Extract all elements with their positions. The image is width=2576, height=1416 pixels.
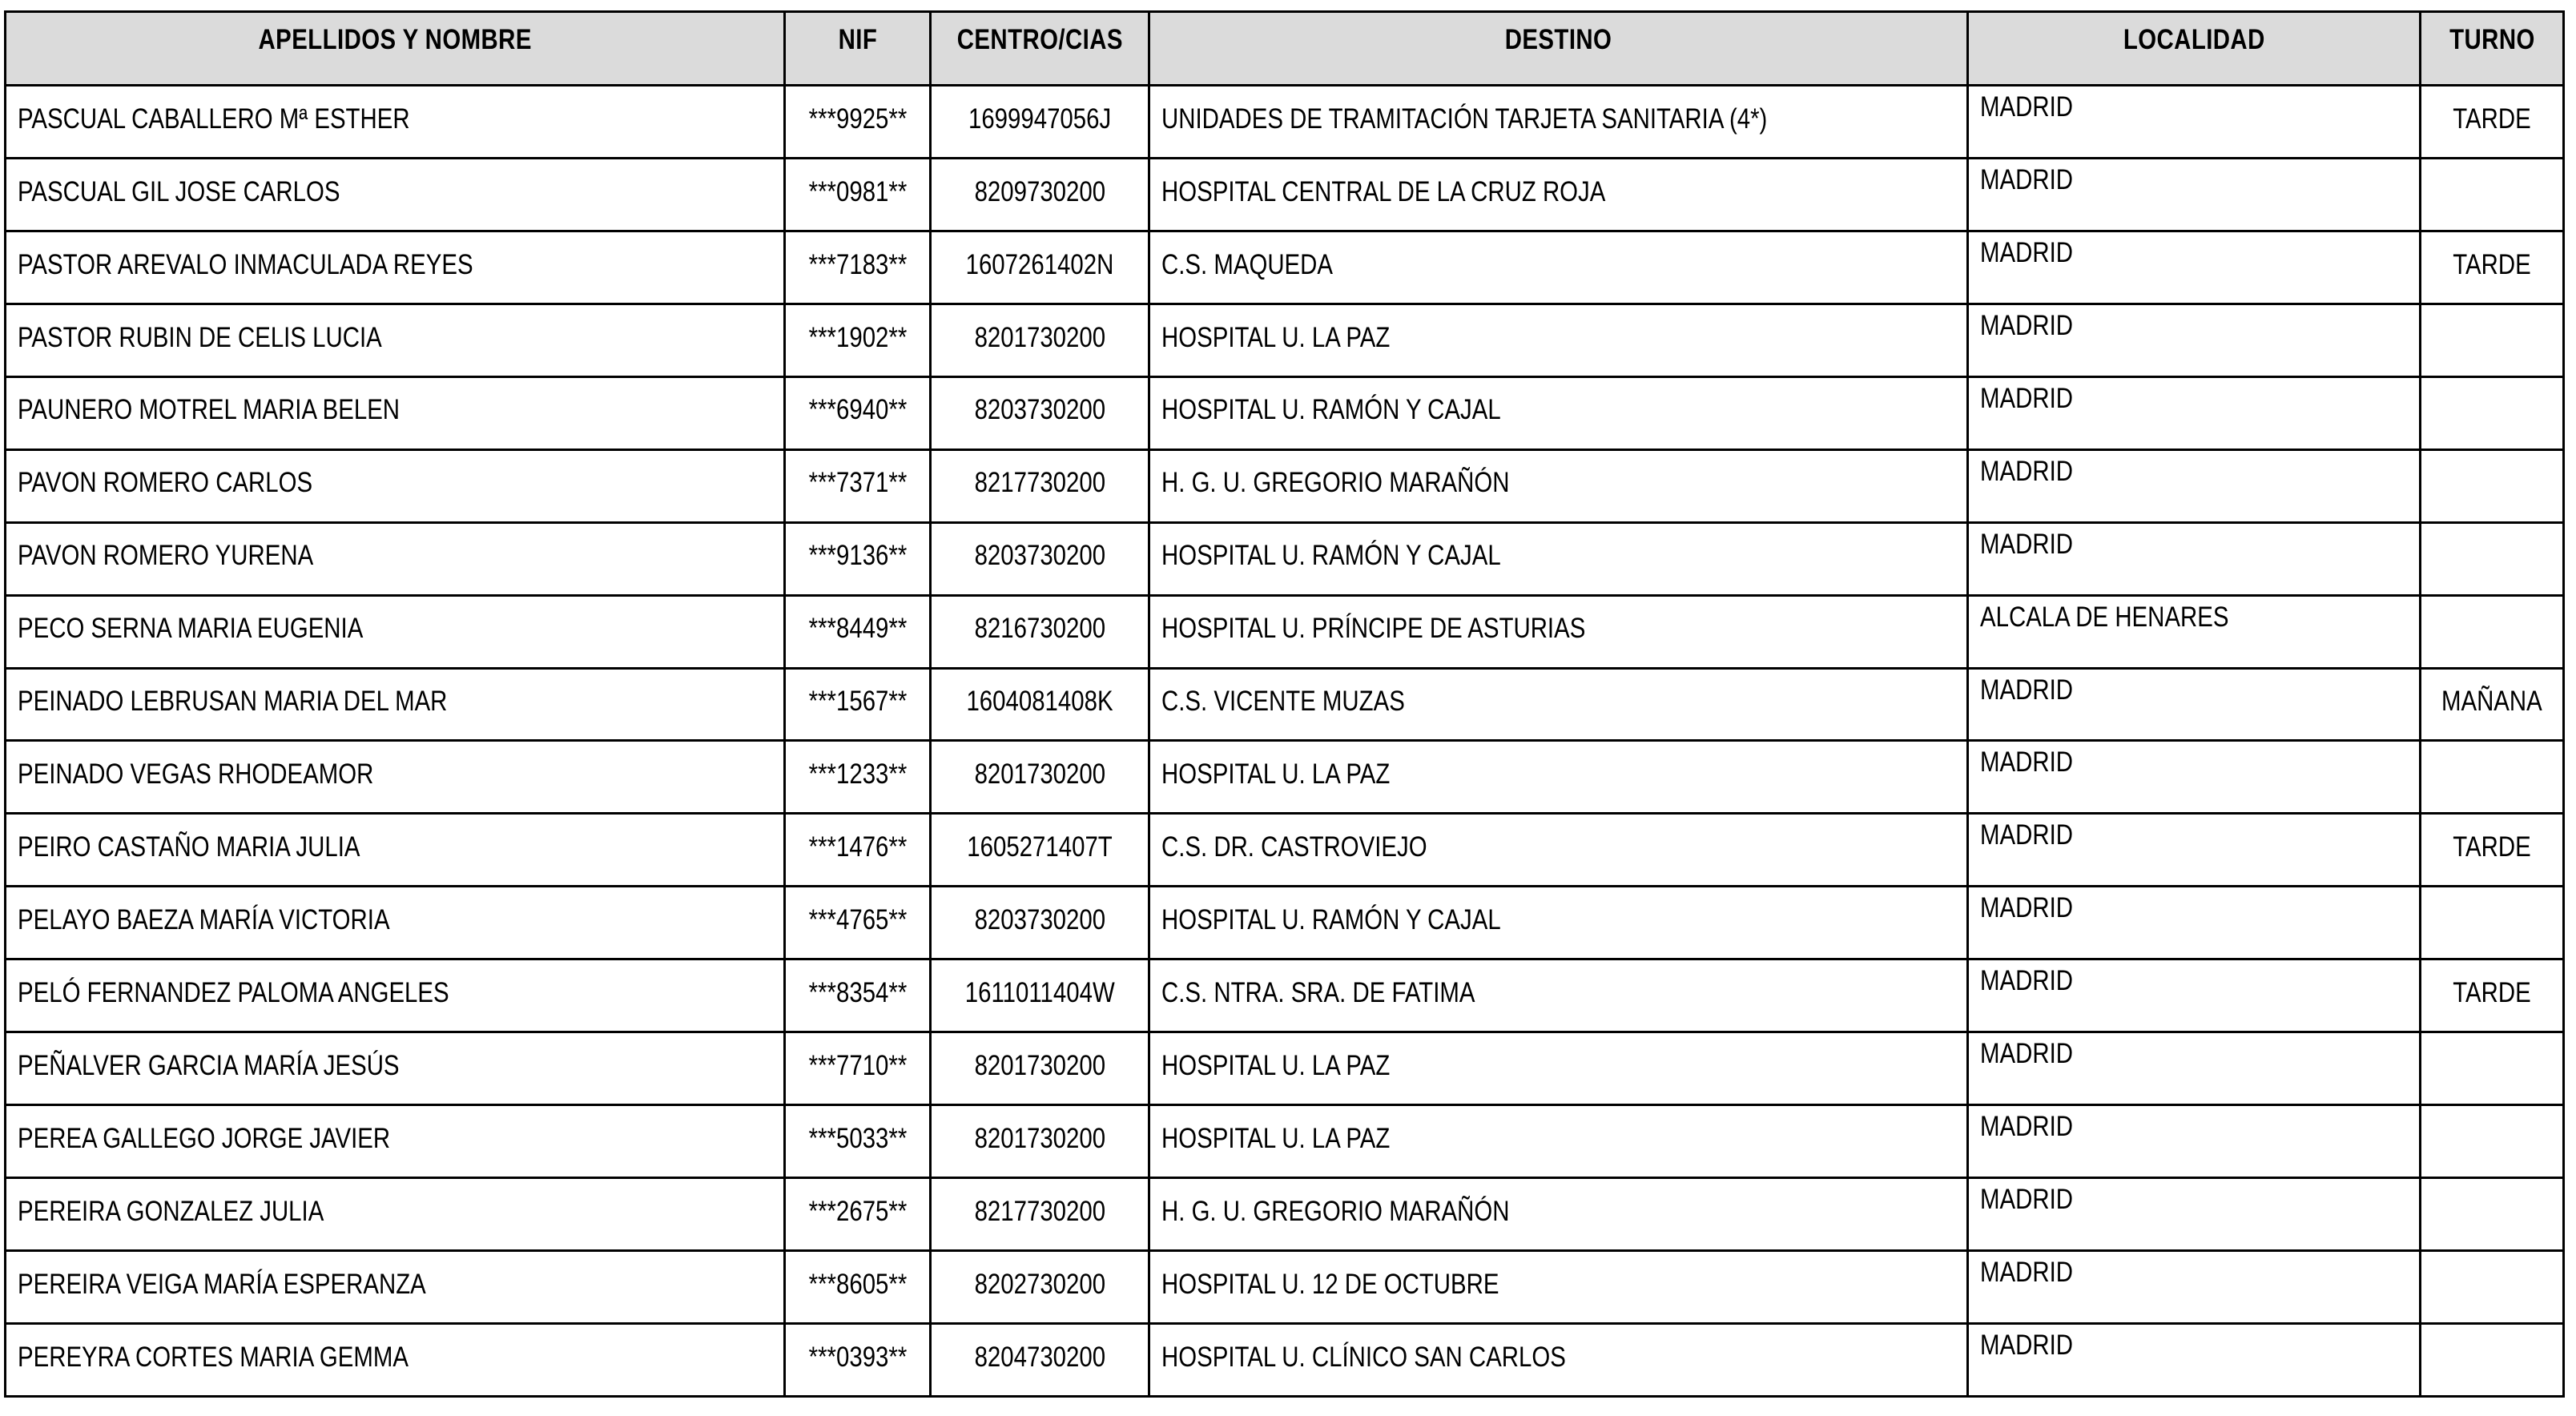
cell-text: UNIDADES DE TRAMITACIÓN TARJETA SANITARIA (4*) <box>1161 103 1768 135</box>
cell-text: MADRID <box>1980 91 2074 123</box>
cell-text: ***1567** <box>808 686 907 718</box>
cell-text: MADRID <box>1980 528 2074 560</box>
table-header-row <box>6 13 2562 84</box>
cell-nif <box>783 1179 929 1249</box>
table-row <box>6 449 2562 521</box>
cell-apellidos <box>6 815 783 885</box>
cell-centro <box>929 1033 1148 1104</box>
column-header-centro <box>929 13 1148 84</box>
cell-text: ***6940** <box>808 394 907 426</box>
cell-localidad <box>1966 887 2419 958</box>
table-row <box>6 885 2562 958</box>
cell-text: 1605271407T <box>967 831 1113 863</box>
cell-text: C.S. VICENTE MUZAS <box>1161 686 1405 718</box>
table-row <box>6 303 2562 376</box>
cell-text: PEREIRA VEIGA MARÍA ESPERANZA <box>18 1268 426 1300</box>
cell-nif <box>783 1252 929 1322</box>
cell-text: 8203730200 <box>974 394 1105 426</box>
cell-text: ***7183** <box>808 248 907 280</box>
cell-centro <box>929 524 1148 594</box>
cell-text: 8203730200 <box>974 904 1105 936</box>
cell-apellidos <box>6 1033 783 1104</box>
cell-text: 8217730200 <box>974 1195 1105 1227</box>
cell-turno <box>2419 1179 2562 1249</box>
cell-destino <box>1148 1252 1967 1322</box>
cell-text: HOSPITAL U. RAMÓN Y CAJAL <box>1161 540 1501 572</box>
cell-text: MADRID <box>1980 819 2074 851</box>
cell-turno <box>2419 159 2562 230</box>
cell-text: MAÑANA <box>2441 686 2543 718</box>
cell-text: 8209730200 <box>974 175 1105 207</box>
cell-apellidos <box>6 378 783 449</box>
cell-destino <box>1148 1179 1967 1249</box>
cell-text: TARDE <box>2453 976 2531 1008</box>
cell-nif <box>783 597 929 667</box>
cell-destino <box>1148 159 1967 230</box>
cell-text: MADRID <box>1980 746 2074 778</box>
cell-text: MADRID <box>1980 1257 2074 1288</box>
cell-turno <box>2419 1033 2562 1104</box>
cell-localidad <box>1966 960 2419 1031</box>
cell-destino <box>1148 815 1967 885</box>
cell-text: 1607261402N <box>965 248 1114 280</box>
cell-destino <box>1148 1106 1967 1177</box>
cell-text: 8201730200 <box>974 321 1105 353</box>
cell-text: H. G. U. GREGORIO MARAÑÓN <box>1161 1195 1510 1227</box>
cell-localidad <box>1966 378 2419 449</box>
assignment-table <box>4 10 2565 1398</box>
table-row <box>6 230 2562 303</box>
table-row <box>6 739 2562 812</box>
column-header-turno <box>2419 13 2562 84</box>
cell-text: 1699947056J <box>968 103 1111 135</box>
cell-text: ***0981** <box>808 175 907 207</box>
cell-turno <box>2419 815 2562 885</box>
cell-text: MADRID <box>1980 674 2074 706</box>
cell-text: MADRID <box>1980 1329 2074 1361</box>
cell-destino <box>1148 451 1967 521</box>
column-header-label: CENTRO/CIAS <box>956 24 1123 56</box>
cell-turno <box>2419 1252 2562 1322</box>
cell-text: PEÑALVER GARCIA MARÍA JESÚS <box>18 1049 400 1081</box>
cell-text: MADRID <box>1980 236 2074 268</box>
cell-nif <box>783 1106 929 1177</box>
cell-text: ***9136** <box>808 540 907 572</box>
table-row <box>6 1031 2562 1104</box>
cell-text: TARDE <box>2453 248 2531 280</box>
table-row <box>6 667 2562 740</box>
cell-destino <box>1148 597 1967 667</box>
cell-text: C.S. NTRA. SRA. DE FATIMA <box>1161 976 1475 1008</box>
table-row <box>6 958 2562 1031</box>
cell-centro <box>929 742 1148 812</box>
cell-centro <box>929 597 1148 667</box>
cell-nif <box>783 1325 929 1395</box>
table-row <box>6 1177 2562 1249</box>
cell-text: PASTOR AREVALO INMACULADA REYES <box>18 248 473 280</box>
cell-nif <box>783 232 929 303</box>
cell-text: 1611011404W <box>964 976 1115 1008</box>
cell-text: H. G. U. GREGORIO MARAÑÓN <box>1161 467 1510 499</box>
cell-localidad <box>1966 305 2419 376</box>
cell-destino <box>1148 960 1967 1031</box>
cell-turno <box>2419 86 2562 157</box>
cell-text: PEINADO LEBRUSAN MARIA DEL MAR <box>18 686 448 718</box>
column-header-nif <box>783 13 929 84</box>
cell-turno <box>2419 1106 2562 1177</box>
cell-apellidos <box>6 451 783 521</box>
cell-text: PEIRO CASTAÑO MARIA JULIA <box>18 831 360 863</box>
cell-nif <box>783 159 929 230</box>
cell-text: C.S. MAQUEDA <box>1161 248 1333 280</box>
cell-nif <box>783 305 929 376</box>
cell-text: HOSPITAL U. PRÍNCIPE DE ASTURIAS <box>1161 613 1586 645</box>
cell-text: PEINADO VEGAS RHODEAMOR <box>18 758 374 790</box>
cell-localidad <box>1966 232 2419 303</box>
cell-nif <box>783 451 929 521</box>
cell-text: PASCUAL CABALLERO Mª ESTHER <box>18 103 410 135</box>
cell-text: ***1233** <box>808 758 907 790</box>
cell-apellidos <box>6 524 783 594</box>
cell-localidad <box>1966 1033 2419 1104</box>
cell-localidad <box>1966 815 2419 885</box>
cell-destino <box>1148 232 1967 303</box>
cell-text: PAVON ROMERO CARLOS <box>18 467 313 499</box>
cell-text: PELÓ FERNANDEZ PALOMA ANGELES <box>18 976 449 1008</box>
cell-text: TARDE <box>2453 831 2531 863</box>
cell-text: MADRID <box>1980 309 2074 341</box>
cell-centro <box>929 1179 1148 1249</box>
cell-text: ***1902** <box>808 321 907 353</box>
cell-turno <box>2419 524 2562 594</box>
cell-destino <box>1148 887 1967 958</box>
table-row <box>6 812 2562 885</box>
cell-nif <box>783 378 929 449</box>
cell-text: ***8605** <box>808 1268 907 1300</box>
cell-nif <box>783 742 929 812</box>
cell-text: ***8449** <box>808 613 907 645</box>
cell-destino <box>1148 378 1967 449</box>
cell-text: ***9925** <box>808 103 907 135</box>
cell-text: ***4765** <box>808 904 907 936</box>
cell-apellidos <box>6 305 783 376</box>
cell-text: PELAYO BAEZA MARÍA VICTORIA <box>18 904 390 936</box>
column-header-destino <box>1148 13 1967 84</box>
cell-text: 8203730200 <box>974 540 1105 572</box>
table-row <box>6 376 2562 449</box>
cell-nif <box>783 670 929 740</box>
cell-text: 8204730200 <box>974 1341 1105 1373</box>
cell-centro <box>929 159 1148 230</box>
cell-apellidos <box>6 1252 783 1322</box>
table-row <box>6 1104 2562 1177</box>
cell-text: 8201730200 <box>974 1049 1105 1081</box>
cell-turno <box>2419 232 2562 303</box>
cell-text: ***2675** <box>808 1195 907 1227</box>
table-row <box>6 84 2562 157</box>
cell-localidad <box>1966 742 2419 812</box>
cell-destino <box>1148 1033 1967 1104</box>
cell-text: HOSPITAL U. RAMÓN Y CAJAL <box>1161 394 1501 426</box>
cell-nif <box>783 887 929 958</box>
cell-nif <box>783 524 929 594</box>
cell-centro <box>929 232 1148 303</box>
column-header-label: LOCALIDAD <box>2123 24 2265 56</box>
cell-text: ***1476** <box>808 831 907 863</box>
cell-text: MADRID <box>1980 163 2074 195</box>
cell-text: ***7710** <box>808 1049 907 1081</box>
cell-centro <box>929 960 1148 1031</box>
cell-centro <box>929 815 1148 885</box>
cell-text: 8217730200 <box>974 467 1105 499</box>
cell-destino <box>1148 524 1967 594</box>
cell-text: MADRID <box>1980 892 2074 924</box>
cell-apellidos <box>6 1106 783 1177</box>
column-header-label: DESTINO <box>1504 24 1612 56</box>
cell-apellidos <box>6 1179 783 1249</box>
cell-text: PECO SERNA MARIA EUGENIA <box>18 613 364 645</box>
cell-text: 8202730200 <box>974 1268 1105 1300</box>
cell-text: HOSPITAL U. CLÍNICO SAN CARLOS <box>1161 1341 1566 1373</box>
cell-text: HOSPITAL U. RAMÓN Y CAJAL <box>1161 904 1501 936</box>
column-header-label: APELLIDOS Y NOMBRE <box>258 24 532 56</box>
cell-nif <box>783 1033 929 1104</box>
cell-text: PEREA GALLEGO JORGE JAVIER <box>18 1122 391 1154</box>
cell-text: HOSPITAL U. LA PAZ <box>1161 1122 1391 1154</box>
cell-text: ***7371** <box>808 467 907 499</box>
cell-text: PAVON ROMERO YURENA <box>18 540 314 572</box>
cell-destino <box>1148 1325 1967 1395</box>
cell-text: MADRID <box>1980 1038 2074 1070</box>
cell-apellidos <box>6 1325 783 1395</box>
table-row <box>6 157 2562 230</box>
column-header-label: NIF <box>838 24 877 56</box>
table-row <box>6 1249 2562 1322</box>
cell-apellidos <box>6 670 783 740</box>
column-header-apellidos <box>6 13 783 84</box>
table-row <box>6 1322 2562 1395</box>
cell-nif <box>783 960 929 1031</box>
cell-localidad <box>1966 1179 2419 1249</box>
cell-centro <box>929 86 1148 157</box>
cell-turno <box>2419 1325 2562 1395</box>
cell-text: PEREYRA CORTES MARIA GEMMA <box>18 1341 409 1373</box>
column-header-label: TURNO <box>2449 24 2535 56</box>
cell-apellidos <box>6 742 783 812</box>
cell-centro <box>929 1106 1148 1177</box>
cell-turno <box>2419 960 2562 1031</box>
cell-apellidos <box>6 86 783 157</box>
cell-text: HOSPITAL U. LA PAZ <box>1161 1049 1391 1081</box>
cell-turno <box>2419 742 2562 812</box>
cell-localidad <box>1966 1106 2419 1177</box>
cell-text: 1604081408K <box>966 686 1113 718</box>
cell-text: HOSPITAL CENTRAL DE LA CRUZ ROJA <box>1161 175 1606 207</box>
cell-centro <box>929 670 1148 740</box>
cell-centro <box>929 887 1148 958</box>
table-row <box>6 521 2562 594</box>
cell-text: ***8354** <box>808 976 907 1008</box>
cell-text: ***0393** <box>808 1341 907 1373</box>
cell-text: PASTOR RUBIN DE CELIS LUCIA <box>18 321 382 353</box>
cell-nif <box>783 86 929 157</box>
cell-text: 8201730200 <box>974 758 1105 790</box>
cell-text: PEREIRA GONZALEZ JULIA <box>18 1195 324 1227</box>
cell-text: C.S. DR. CASTROVIEJO <box>1161 831 1427 863</box>
cell-centro <box>929 305 1148 376</box>
cell-centro <box>929 451 1148 521</box>
cell-centro <box>929 1325 1148 1395</box>
cell-text: MADRID <box>1980 455 2074 487</box>
cell-text: PAUNERO MOTREL MARIA BELEN <box>18 394 400 426</box>
cell-text: 8201730200 <box>974 1122 1105 1154</box>
cell-turno <box>2419 670 2562 740</box>
column-header-localidad <box>1966 13 2419 84</box>
cell-turno <box>2419 597 2562 667</box>
cell-text: MADRID <box>1980 965 2074 997</box>
cell-destino <box>1148 670 1967 740</box>
cell-destino <box>1148 86 1967 157</box>
cell-text: ***5033** <box>808 1122 907 1154</box>
cell-text: HOSPITAL U. 12 DE OCTUBRE <box>1161 1268 1499 1300</box>
cell-centro <box>929 378 1148 449</box>
cell-apellidos <box>6 597 783 667</box>
cell-turno <box>2419 887 2562 958</box>
cell-text: 8216730200 <box>974 613 1105 645</box>
cell-nif <box>783 815 929 885</box>
cell-text: MADRID <box>1980 1111 2074 1143</box>
cell-text: PASCUAL GIL JOSE CARLOS <box>18 175 340 207</box>
cell-localidad <box>1966 1325 2419 1395</box>
cell-centro <box>929 1252 1148 1322</box>
cell-apellidos <box>6 159 783 230</box>
cell-apellidos <box>6 887 783 958</box>
cell-localidad <box>1966 159 2419 230</box>
cell-text: MADRID <box>1980 382 2074 414</box>
cell-localidad <box>1966 670 2419 740</box>
cell-localidad <box>1966 1252 2419 1322</box>
cell-apellidos <box>6 960 783 1031</box>
cell-text: TARDE <box>2453 103 2531 135</box>
cell-turno <box>2419 305 2562 376</box>
cell-turno <box>2419 451 2562 521</box>
cell-text: MADRID <box>1980 1184 2074 1216</box>
cell-destino <box>1148 742 1967 812</box>
cell-text: ALCALA DE HENARES <box>1980 601 2229 633</box>
cell-localidad <box>1966 451 2419 521</box>
cell-localidad <box>1966 86 2419 157</box>
cell-localidad <box>1966 597 2419 667</box>
table-row <box>6 594 2562 667</box>
cell-text: HOSPITAL U. LA PAZ <box>1161 758 1391 790</box>
cell-destino <box>1148 305 1967 376</box>
cell-turno <box>2419 378 2562 449</box>
cell-apellidos <box>6 232 783 303</box>
cell-text: HOSPITAL U. LA PAZ <box>1161 321 1391 353</box>
cell-localidad <box>1966 524 2419 594</box>
